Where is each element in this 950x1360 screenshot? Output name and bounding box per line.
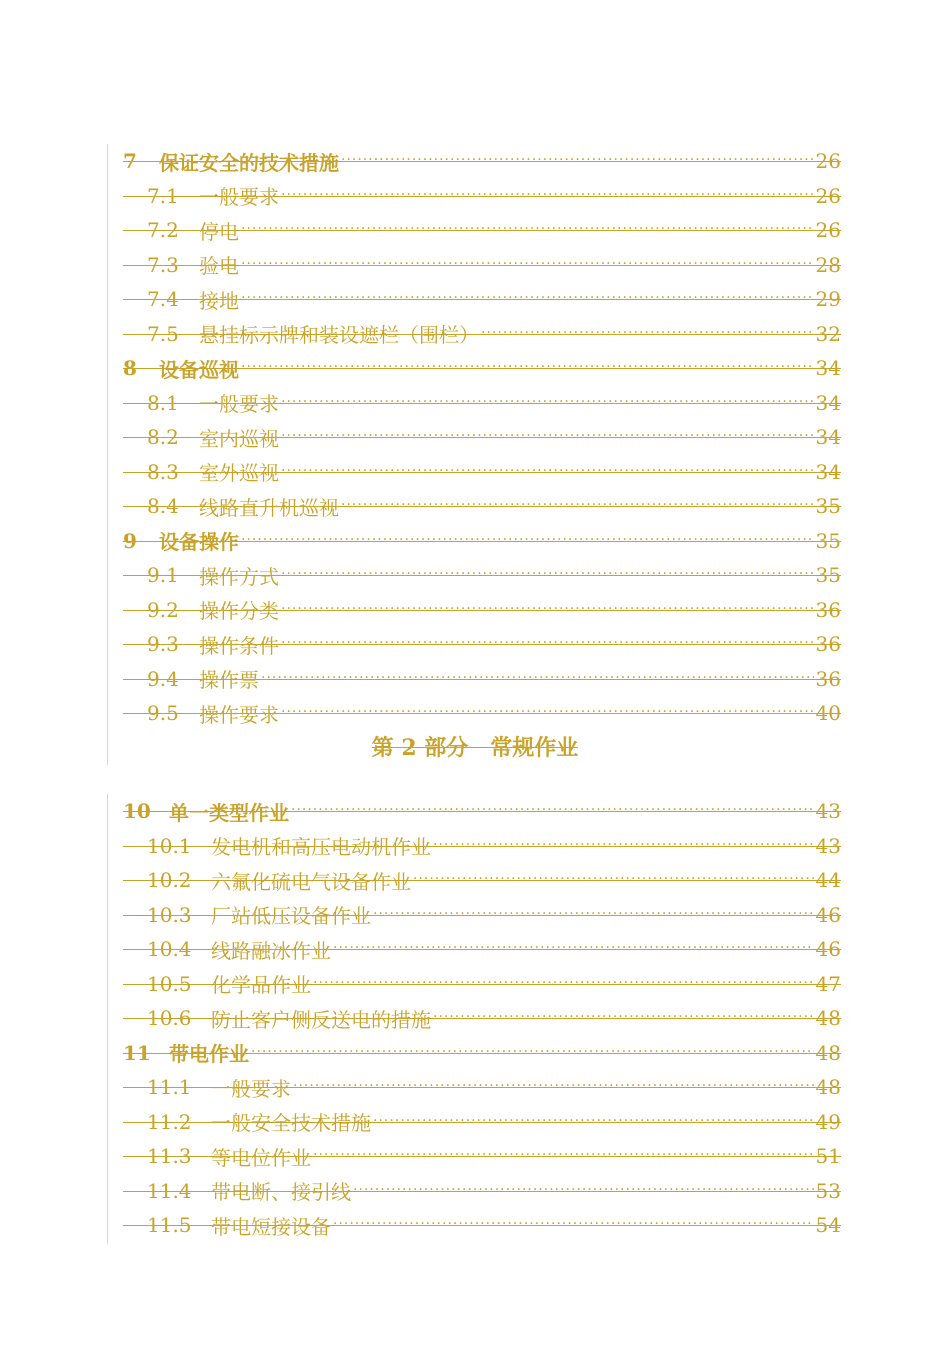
toc-chapter-entry[interactable] bbox=[108, 144, 841, 178]
toc-section-entry[interactable] bbox=[108, 489, 841, 523]
toc-dot-leader bbox=[261, 670, 814, 686]
toc-page-number: 28 bbox=[815, 252, 841, 277]
toc-dot-leader bbox=[481, 325, 814, 341]
toc-entry-number: 10.1 bbox=[147, 833, 192, 858]
toc-entry-title: 保证安全的技术措施 bbox=[159, 150, 339, 175]
toc-dot-leader bbox=[281, 428, 814, 444]
toc-entry-number: 10.4 bbox=[147, 937, 192, 961]
toc-entry-title: 一般要求 bbox=[199, 392, 279, 416]
toc-entry-number: 11.5 bbox=[147, 1213, 192, 1237]
toc-entry-number: 9.5 bbox=[147, 701, 179, 725]
toc-page-number: 32 bbox=[815, 321, 841, 346]
toc-entry-title: 线路直升机巡视 bbox=[199, 495, 339, 520]
toc-chapter-entry[interactable] bbox=[108, 351, 841, 385]
toc-section-entry[interactable] bbox=[108, 1139, 841, 1173]
toc-chapter-entry[interactable] bbox=[108, 794, 841, 828]
toc-entry-number: 11.3 bbox=[147, 1144, 192, 1168]
toc-dot-leader bbox=[251, 1044, 814, 1060]
toc-entry-title: 带电断、接引线 bbox=[211, 1180, 351, 1204]
toc-entry-title: 防止客户侧反送电的措施 bbox=[211, 1007, 431, 1032]
toc-entry-title: 悬挂标示牌和装设遮栏（围栏） bbox=[199, 323, 479, 347]
toc-entry-number: 8.4 bbox=[147, 494, 179, 518]
toc-dot-leader bbox=[333, 1216, 814, 1232]
toc-page-number: 36 bbox=[815, 597, 841, 622]
toc-page-number: 34 bbox=[815, 356, 841, 380]
toc-page-number: 36 bbox=[815, 632, 841, 656]
toc-entry-title: 操作方式 bbox=[199, 564, 279, 589]
toc-page-number: 29 bbox=[815, 287, 841, 311]
toc-dot-leader bbox=[353, 1182, 814, 1198]
toc-dot-leader bbox=[373, 906, 814, 922]
toc-entry-number: 7 bbox=[123, 149, 137, 173]
toc-entry-number: 11.4 bbox=[147, 1178, 192, 1203]
toc-entry-title: 单一类型作业 bbox=[169, 800, 289, 825]
toc-entry-title: 验电 bbox=[199, 254, 239, 278]
toc-dot-leader bbox=[281, 601, 814, 617]
toc-entry-title: 操作要求 bbox=[199, 702, 279, 727]
toc-section-entry[interactable] bbox=[108, 282, 841, 316]
toc-dot-leader bbox=[281, 187, 814, 203]
toc-page-number: 26 bbox=[815, 218, 841, 242]
toc-section-entry[interactable] bbox=[108, 1174, 841, 1208]
toc-entry-number: 10.5 bbox=[147, 971, 192, 996]
toc-entry-number: 7.2 bbox=[147, 218, 179, 242]
toc-block-2 bbox=[107, 794, 841, 1244]
toc-dot-leader bbox=[241, 256, 814, 272]
toc-section-entry[interactable] bbox=[108, 627, 841, 661]
toc-page-number: 43 bbox=[815, 833, 841, 858]
toc-entry-number: 10 bbox=[123, 799, 151, 823]
toc-entry-number: 10.2 bbox=[147, 868, 192, 892]
toc-section-entry[interactable] bbox=[108, 662, 841, 696]
toc-section-entry[interactable] bbox=[108, 967, 841, 1001]
toc-dot-leader bbox=[281, 394, 814, 410]
toc-page-number: 34 bbox=[815, 390, 841, 415]
section-heading-text: 第 2 部分 常规作业 bbox=[372, 731, 579, 762]
toc-entry-title: 一般要求 bbox=[199, 185, 279, 209]
toc-entry-number: 8.2 bbox=[147, 425, 179, 449]
toc-entry-title: 停电 bbox=[199, 219, 239, 244]
toc-page-number: 51 bbox=[815, 1144, 841, 1168]
toc-page-number: 34 bbox=[815, 425, 841, 449]
toc-entry-number: 9.2 bbox=[147, 597, 179, 622]
toc-page-number: 43 bbox=[815, 799, 841, 823]
toc-entry-title: 化学品作业 bbox=[211, 973, 311, 997]
toc-dot-leader bbox=[241, 532, 814, 548]
toc-entry-number: 7.5 bbox=[147, 321, 179, 346]
toc-dot-leader bbox=[373, 1113, 814, 1129]
toc-section-entry[interactable] bbox=[108, 420, 841, 454]
toc-page-number: 48 bbox=[815, 1006, 841, 1030]
toc-section-entry[interactable] bbox=[108, 932, 841, 966]
toc-dot-leader bbox=[281, 704, 814, 720]
toc-section-entry[interactable] bbox=[108, 863, 841, 897]
toc-entry-number: 8.3 bbox=[147, 459, 179, 484]
toc-page-number: 35 bbox=[815, 563, 841, 587]
toc-entry-title: 一般要求 bbox=[211, 1076, 291, 1101]
toc-dot-leader bbox=[281, 463, 814, 479]
toc-chapter-entry[interactable] bbox=[108, 1036, 841, 1070]
toc-section-entry[interactable] bbox=[108, 213, 841, 247]
toc-entry-title: 一般安全技术措施 bbox=[211, 1111, 371, 1135]
toc-section-entry[interactable] bbox=[108, 593, 841, 627]
toc-entry-number: 11.1 bbox=[147, 1075, 192, 1099]
toc-entry-number: 8 bbox=[123, 356, 137, 380]
toc-page-number: 46 bbox=[815, 937, 841, 961]
toc-entry-number: 9.1 bbox=[147, 563, 179, 587]
toc-section-entry[interactable] bbox=[108, 317, 841, 351]
toc-entry-number: 7.1 bbox=[147, 183, 179, 208]
section-heading bbox=[0, 731, 950, 762]
toc-section-entry[interactable] bbox=[108, 558, 841, 592]
toc-section-entry[interactable] bbox=[108, 696, 841, 730]
toc-page-number: 44 bbox=[815, 868, 841, 892]
toc-entry-number: 10.3 bbox=[147, 902, 192, 927]
toc-entry-title: 设备操作 bbox=[159, 530, 239, 554]
toc-page-number: 26 bbox=[815, 183, 841, 208]
toc-section-entry[interactable] bbox=[108, 455, 841, 489]
toc-page-number: 35 bbox=[815, 494, 841, 518]
toc-dot-leader bbox=[433, 1009, 814, 1025]
toc-dot-leader bbox=[293, 1078, 814, 1094]
toc-dot-leader bbox=[241, 359, 814, 375]
toc-entry-number: 11 bbox=[123, 1040, 151, 1065]
toc-entry-title: 线路融冰作业 bbox=[211, 938, 331, 963]
toc-page-number: 26 bbox=[815, 149, 841, 173]
toc-section-entry[interactable] bbox=[108, 829, 841, 863]
toc-page-number: 35 bbox=[815, 528, 841, 553]
toc-entry-title: 操作票 bbox=[199, 668, 259, 692]
toc-entry-title: 室内巡视 bbox=[199, 426, 279, 451]
toc-page-number: 54 bbox=[815, 1213, 841, 1237]
toc-entry-title: 六氟化硫电气设备作业 bbox=[211, 869, 411, 894]
toc-section-entry[interactable] bbox=[108, 1070, 841, 1104]
toc-entry-title: 接地 bbox=[199, 288, 239, 313]
toc-page-number: 46 bbox=[815, 902, 841, 927]
toc-entry-title: 发电机和高压电动机作业 bbox=[211, 835, 431, 859]
toc-entry-title: 设备巡视 bbox=[159, 357, 239, 382]
toc-entry-title: 带电短接设备 bbox=[211, 1214, 331, 1239]
toc-entry-title: 操作分类 bbox=[199, 599, 279, 623]
toc-page-number: 53 bbox=[815, 1178, 841, 1203]
toc-section-entry[interactable] bbox=[108, 386, 841, 420]
toc-entry-title: 室外巡视 bbox=[199, 461, 279, 485]
toc-dot-leader bbox=[313, 1147, 814, 1163]
toc-entry-number: 7.3 bbox=[147, 252, 179, 277]
toc-page-number: 40 bbox=[815, 701, 841, 725]
toc-block-1 bbox=[107, 144, 841, 765]
toc-page-number: 48 bbox=[815, 1040, 841, 1065]
toc-entry-title: 厂站低压设备作业 bbox=[211, 904, 371, 928]
toc-entry-title: 等电位作业 bbox=[211, 1145, 311, 1170]
toc-section-entry[interactable] bbox=[108, 898, 841, 932]
toc-dot-leader bbox=[433, 837, 814, 853]
toc-entry-number: 11.2 bbox=[147, 1109, 192, 1134]
toc-section-entry[interactable] bbox=[108, 1208, 841, 1242]
toc-dot-leader bbox=[333, 940, 814, 956]
toc-section-entry[interactable] bbox=[108, 1001, 841, 1035]
toc-entry-number: 10.6 bbox=[147, 1006, 192, 1030]
toc-entry-number: 9.4 bbox=[147, 666, 179, 691]
toc-page-number: 34 bbox=[815, 459, 841, 484]
toc-section-entry[interactable] bbox=[108, 1105, 841, 1139]
toc-dot-leader bbox=[341, 497, 814, 513]
toc-section-entry[interactable] bbox=[108, 248, 841, 282]
toc-dot-leader bbox=[241, 290, 814, 306]
toc-dot-leader bbox=[281, 635, 814, 651]
toc-section-entry[interactable] bbox=[108, 179, 841, 213]
toc-entry-title: 带电作业 bbox=[169, 1042, 249, 1066]
toc-chapter-entry[interactable] bbox=[108, 524, 841, 558]
toc-page-number: 47 bbox=[815, 971, 841, 996]
toc-dot-leader bbox=[281, 566, 814, 582]
toc-entry-number: 7.4 bbox=[147, 287, 179, 311]
toc-dot-leader bbox=[313, 975, 814, 991]
toc-entry-number: 9 bbox=[123, 528, 137, 553]
toc-dot-leader bbox=[241, 221, 814, 237]
toc-dot-leader bbox=[341, 152, 814, 168]
toc-page-number: 48 bbox=[815, 1075, 841, 1099]
toc-entry-number: 9.3 bbox=[147, 632, 179, 656]
toc-page-number: 36 bbox=[815, 666, 841, 691]
toc-entry-number: 8.1 bbox=[147, 390, 179, 415]
toc-page-number: 49 bbox=[815, 1109, 841, 1134]
toc-dot-leader bbox=[413, 871, 814, 887]
toc-entry-title: 操作条件 bbox=[199, 633, 279, 658]
toc-dot-leader bbox=[291, 802, 814, 818]
